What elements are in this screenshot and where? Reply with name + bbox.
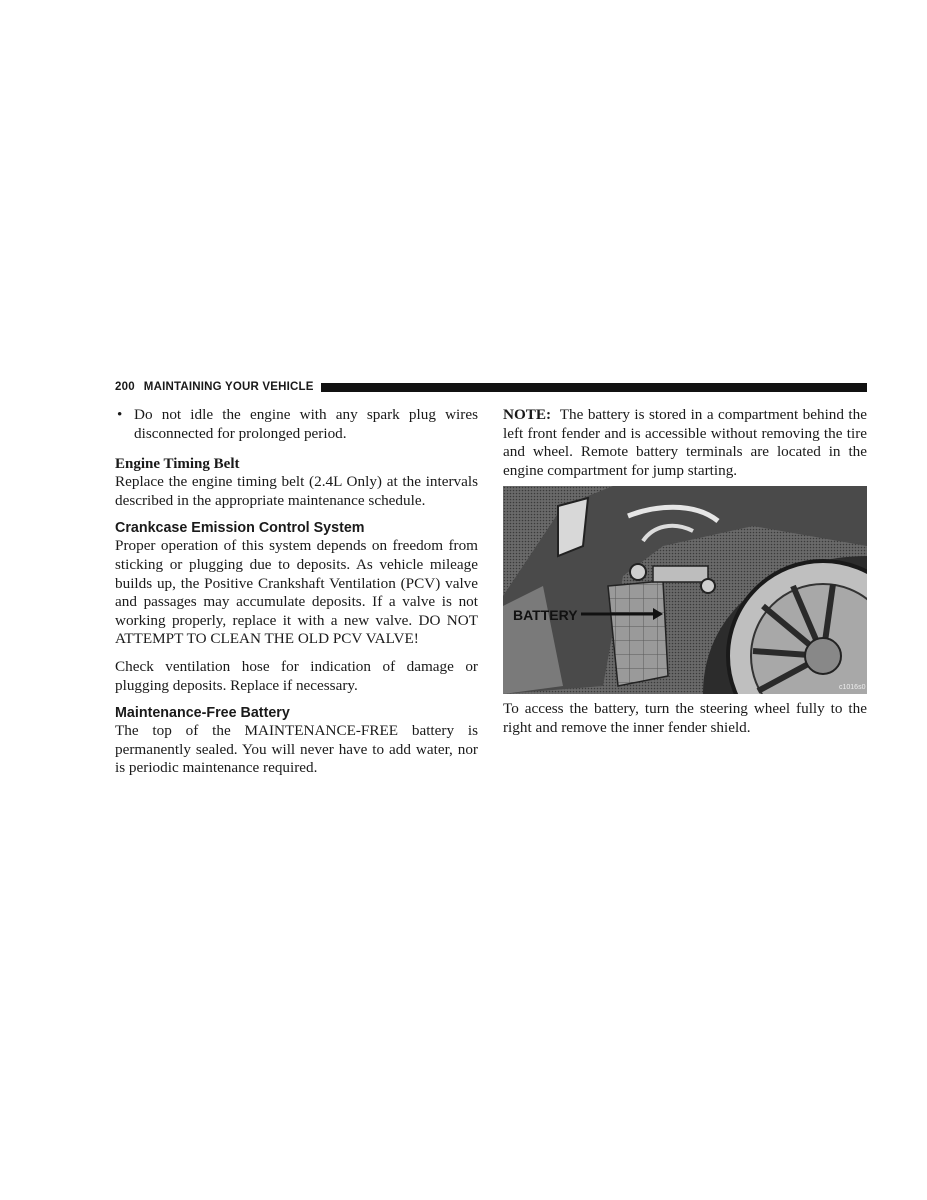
crankcase-body-2: Check ventilation hose for indication of damage or plugging deposits. Replace if necessary. — [115, 657, 478, 694]
battery-body: The top of the MAINTENANCE-FREE battery is permanently sealed. You will never have to add water, nor is periodic maintenance required. — [115, 722, 478, 777]
battery-location-figure — [503, 486, 867, 694]
header-rule — [321, 383, 867, 392]
figure-code: c1016s0 — [839, 684, 866, 692]
page-number: 200 — [115, 381, 135, 393]
fender-illustration — [503, 486, 867, 694]
timing-belt-heading: Engine Timing Belt — [115, 456, 240, 473]
battery-callout: BATTERY — [513, 607, 578, 624]
note-label: NOTE: — [503, 406, 552, 423]
crankcase-body-1: Proper operation of this system depends on freedom from sticking or plugging due to deposits. As vehicle mileage builds up, the Positive Crankshaft Ventilation (PCV) valve and passages may accumulate deposits. If a valve is not working properly, replace it with a new valve. DO NOT ATTEMPT TO CLEAN THE OLD PCV VALVE! — [115, 537, 478, 648]
timing-belt-body: Replace the engine timing belt (2.4L Only) at the intervals described in the appropriate maintenance schedule. — [115, 473, 478, 509]
note-paragraph — [503, 406, 867, 480]
bullet-item — [115, 406, 478, 443]
page-header — [115, 380, 867, 394]
crankcase-heading: Crankcase Emission Control System — [115, 520, 365, 537]
note-text: The battery is stored in a compartment behind the left front fender and is accessible without removing the tire and wheel. Remote battery terminals are located in the engine compartment for jump starting. — [503, 406, 867, 479]
bullet-text: Do not idle the engine with any spark plug wires disconnected for prolonged period. — [134, 406, 478, 442]
right-column — [503, 406, 867, 738]
bullet-dot-icon: • — [117, 406, 123, 423]
left-column — [115, 406, 478, 778]
battery-heading: Maintenance-Free Battery — [115, 705, 290, 722]
section-title: MAINTAINING YOUR VEHICLE — [143, 381, 314, 393]
figure-caption: To access the battery, turn the steering wheel fully to the right and remove the inner fender shield. — [503, 700, 867, 736]
